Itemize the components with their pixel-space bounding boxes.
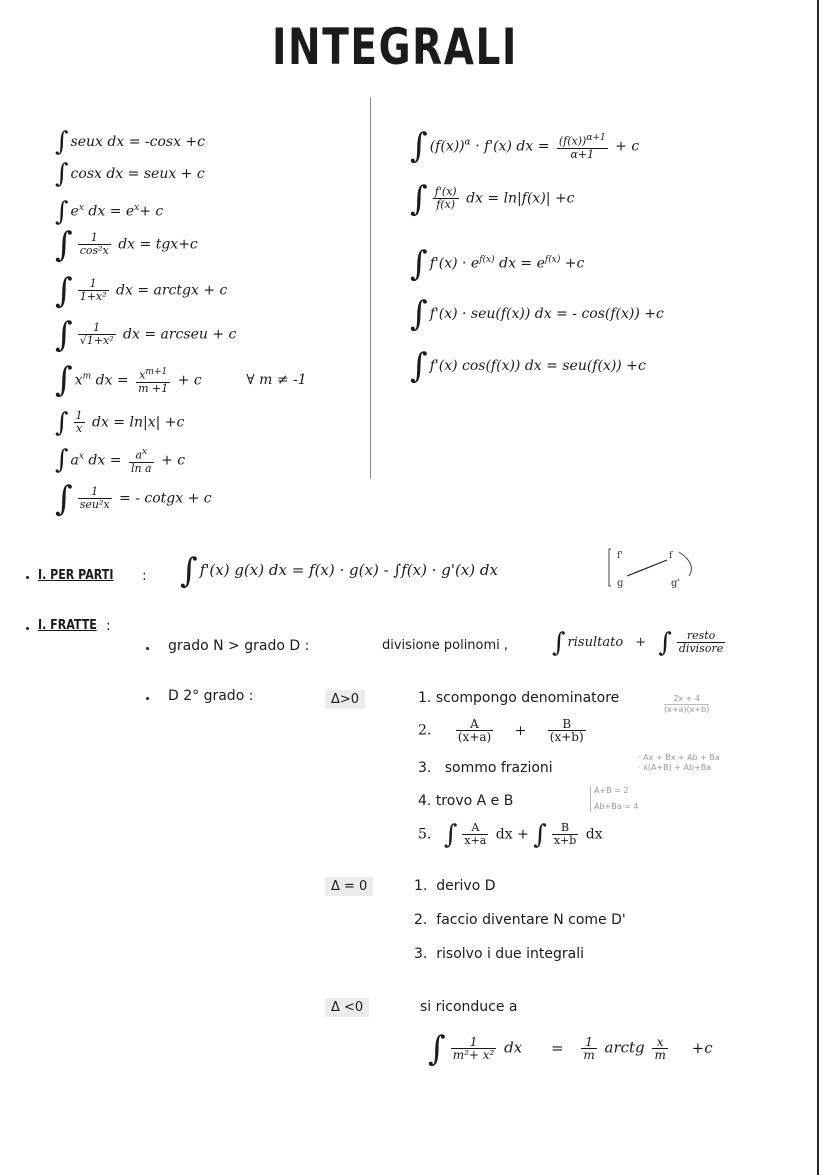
formula-right-1: ∫ $(f(x))^\alpha \cdot f'(x)$ dx = $\frac{(f(x))^{\alpha+1}}{\alpha+1}$ + c	[410, 126, 640, 167]
case-divisione: divisione polinomi ,	[382, 638, 509, 653]
bullet-dot	[26, 576, 29, 579]
formula-right-2: ∫ $\frac{f'(x)}{f(x)}$ dx = ln|f(x)| +c	[410, 178, 575, 219]
badge-delta-negative: Δ <0	[325, 998, 369, 1017]
step-zero-2: 2. faccio diventare N come D'	[414, 912, 626, 928]
section-fratte: I. FRATTE	[38, 618, 97, 633]
note-system: A+B = 2 Ab+Ba = 4	[590, 786, 639, 812]
column-divider	[370, 98, 371, 478]
per-parti-sketch	[605, 546, 705, 592]
badge-delta-positive: Δ>0	[325, 690, 365, 709]
formula-right-5: ∫ f'(x) cos(f(x)) dx = seu(f(x)) +c	[410, 346, 646, 386]
formula-left-1: ∫ seux dx = -cosx +c	[55, 127, 205, 157]
per-parti-formula: ∫ f'(x) g(x) dx = f(x) · g(x) - ∫f(x) · g'(x) dx	[180, 551, 498, 591]
step-zero-3: 3. risolvo i due integrali	[414, 946, 584, 962]
step-2: 2. $\frac{A}{(x+a)}$ + $\frac{B}{(x+b)}$	[418, 717, 584, 744]
sketch-f-prime: f'	[617, 551, 623, 561]
page-title: INTEGRALI	[271, 18, 519, 76]
sketch-g-prime: g'	[671, 578, 681, 589]
bullet-dot	[146, 647, 149, 650]
step-5: 5. ∫ $\frac{A}{x+a}$ dx + ∫ $\frac{B}{x+b}$ dx	[418, 819, 603, 850]
formula-left-3: ∫ $e^x$ dx = $e^x+ c$	[55, 196, 164, 227]
section-per-parti: I. PER PARTI	[38, 568, 114, 583]
sketch-g: g	[617, 578, 624, 589]
step-3: 3. sommo frazioni	[418, 760, 553, 776]
formula-right-4: ∫ f'(x) · seu(f(x)) dx = - cos(f(x)) +c	[410, 294, 664, 334]
page-edge-line	[817, 0, 819, 1175]
formula-right-3: ∫ $f'(x) \cdot e^{f(x)}$ dx = $e^{f(x)} +c$	[410, 243, 585, 284]
step-4: 4. trovo A e B	[418, 793, 514, 809]
bullet-dot	[26, 627, 29, 630]
formula-left-7: ∫ $x^m$ dx = $\frac{x^{m+1}}{m +1}$ + c ∀ m ≠ -1	[55, 360, 307, 401]
formula-left-5: ∫ $\frac{1}{\text{1+x²}}$ dx = arctgx + c	[55, 270, 228, 311]
sketch-f: f	[669, 551, 673, 561]
delta-negative-text: si riconduce a	[420, 999, 518, 1015]
step-1: 1. scompongo denominatore	[418, 690, 620, 706]
delta-negative-formula: ∫ $\frac{1}{\text{m²+ x²}}$ dx = $\frac{1}{m}$ arctg $\frac{x}{m}$ +c	[428, 1028, 713, 1069]
formula-left-4: ∫ $\frac{1}{\text{cos²x}}$ dx = tgx+c	[55, 224, 198, 265]
case-grado-n: grado N > grado D :	[168, 638, 310, 654]
step-zero-1: 1. derivo D	[414, 878, 496, 894]
note-example-fraction: 2x + 4 (x+a)(x+b)	[664, 694, 710, 714]
formula-left-8: ∫ $\frac{1}{x}$ dx = ln|x| +c	[55, 407, 185, 438]
case-d-secondo-grado: D 2° grado :	[168, 688, 254, 704]
formula-left-2: ∫ cosx dx = seux + c	[55, 159, 205, 189]
case-risultato-formula: ∫ risultato + ∫ $\frac{\text{resto}}{\text{divisore}}$	[552, 627, 724, 658]
per-parti-colon: :	[142, 568, 147, 584]
formula-left-6: ∫ $\frac{1}{\text{√1+x²}}$ dx = arcseu + c	[55, 314, 237, 355]
note-sum-expansion: · Ax + Bx + Ab + Ba · x(A+B) + Ab+Ba	[638, 753, 720, 772]
badge-delta-zero: Δ = 0	[325, 877, 373, 896]
bullet-dot	[146, 697, 149, 700]
formula-left-10: ∫ $\frac{1}{\text{seu²x}}$ = - cotgx + c	[55, 478, 212, 519]
fratte-colon: :	[106, 618, 111, 634]
formula-left-9: ∫ $a^x$ dx = $\frac{a^x}{\text{ln a}}$ + c	[55, 445, 186, 476]
